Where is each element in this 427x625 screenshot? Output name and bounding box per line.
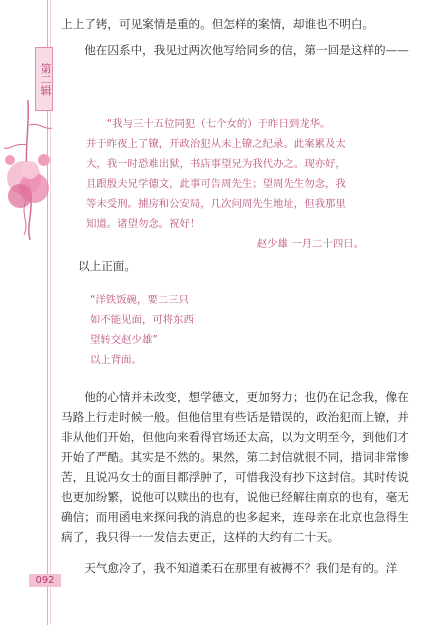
letter-line: 并于昨夜上了镣，开政治犯从未上镣之纪录。此案累及太 [86,138,346,150]
letter-line: 等未受刑。捕房和公安局，几次问周先生地址，但我那里 [86,198,346,210]
letter-line: 望转交赵少雄” [90,334,158,346]
paragraph: 他的心情并未改变，想学德文，更加努力；也仍在记念我，像在马路上行走时候一般。但他信里有些话是错误的，政治犯而上镣，并非从他们开始，但他向来看得官场还太高，以为文明至今，到他们才开始了严酷。其实是不然的。果然，第二封信就很不同，措词非常惨苦，且说冯女士的面目都浮肿了，可惜我没有抄下这封信。其时传说也更加纷繁，说他可以赎出的也有，说他已经解往南京的也有，毫无确信；而用函电来探问我的消息的也多起来，连母亲在北京也急得生病了，我只得一一发信去更正，这样的大约有二十天。 [61,389,409,544]
letter-signature: 赵少雄 一月二十四日。 [256,238,364,250]
letter-line: “洋铁饭碗，要二三只 [90,294,189,306]
letter-line: “我与三十五位同犯（七个女的）于昨日到龙华。 [106,118,331,130]
floral-decoration [0,100,56,240]
letter-line: 且跟殷夫兄学德文，此事可告周先生；望周先生勿念，我 [86,178,346,190]
chapter-tab: 第二辑 [35,47,53,111]
letter-line: 大，我一时恐难出狱，书店事望兄为我代办之。现亦好， [86,158,346,170]
letter-line: 以上背面。 [90,354,142,366]
letter-quote-back [90,290,310,370]
paragraph: 他在囚系中，我见过两次他写给同乡的信，第一回是这样的—— [84,43,409,57]
paragraph: 天气愈冷了，我不知道柔石在那里有被褥不？我们是有的。洋 [84,561,398,576]
page-body-bottom [61,375,411,590]
page-body-top [61,14,411,60]
page-number: 092 [29,574,61,587]
letter-line: 知道。诸望勿念。祝好！ [86,218,201,230]
paragraph: 上上了铐，可见案情是重的。但怎样的案情，却谁也不明白。 [61,17,375,31]
letter-line: 如不能见面，可将东西 [90,314,194,326]
letter-quote-front [86,114,386,254]
note-front: 以上正面。 [78,259,136,273]
